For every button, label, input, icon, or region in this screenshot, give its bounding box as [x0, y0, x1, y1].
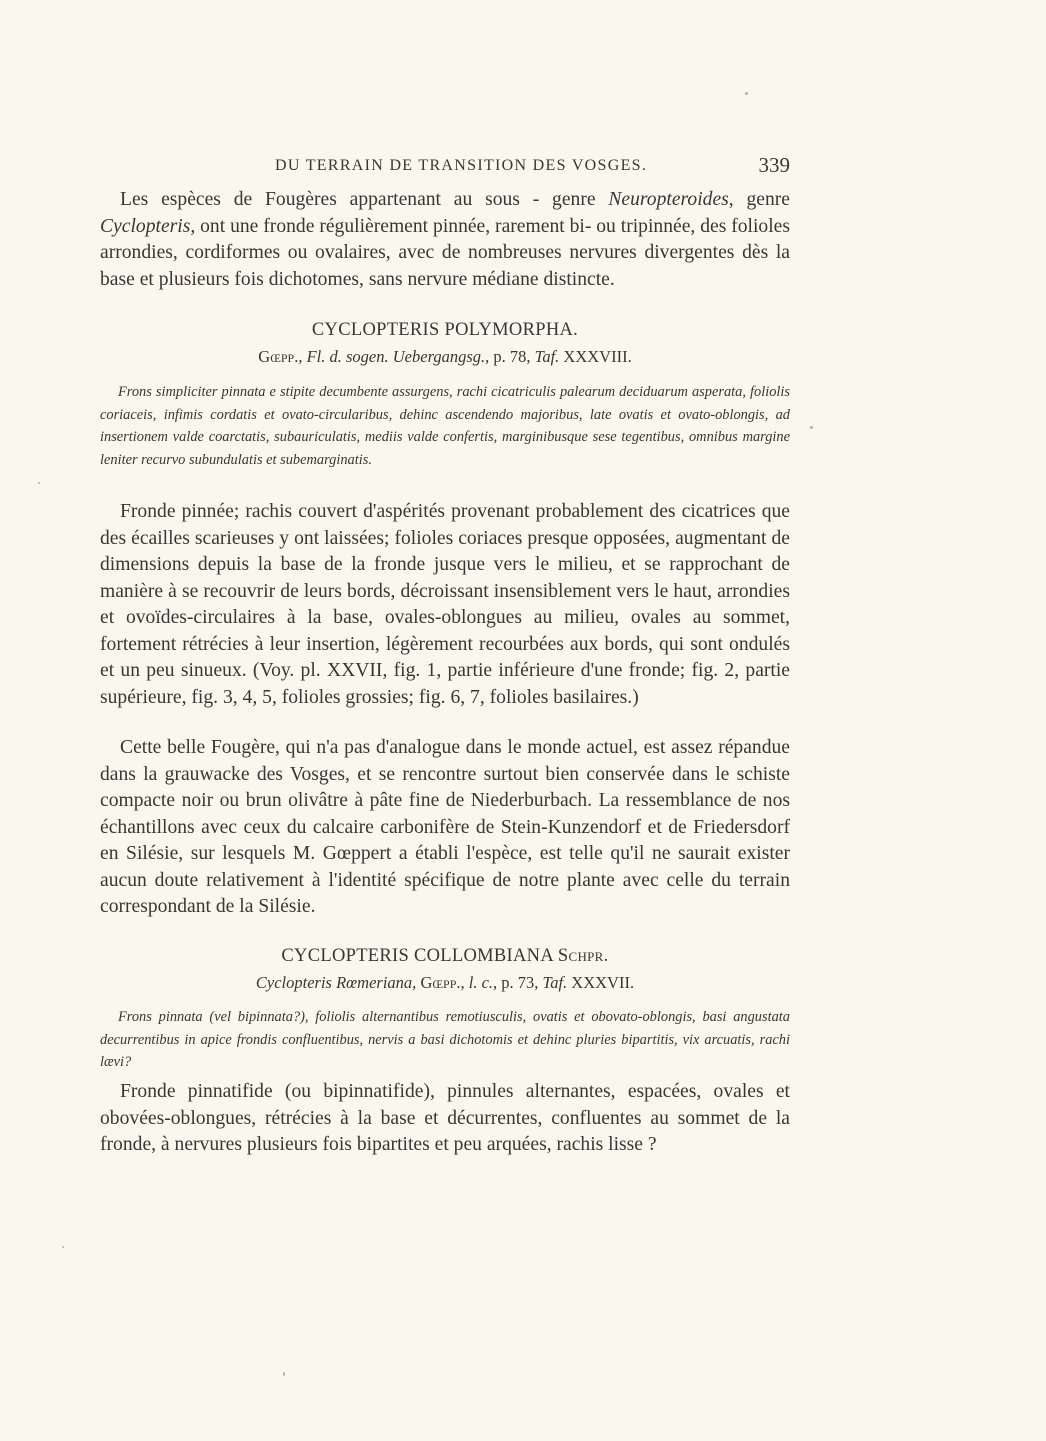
reference-taf: Taf.: [534, 347, 560, 366]
reference-taf: Taf.: [542, 973, 568, 992]
intro-paragraph: [100, 187, 790, 293]
reference-page: , p. 73,: [493, 973, 543, 992]
reference-author: Gœpp.: [416, 973, 461, 992]
running-title: DU TERRAIN DE TRANSITION DES VOSGES.: [275, 157, 648, 174]
genus-name: Cyclopteris,: [100, 215, 196, 237]
species-heading-polymorpha: CYCLOPTERIS POLYMORPHA.: [311, 320, 579, 340]
species-heading-collombiana: [100, 946, 790, 967]
species-name: CYCLOPTERIS COLLOMBIANA: [281, 946, 558, 966]
discussion-paragraph-polymorpha: Cette belle Fougère, qui n'a pas d'analogue dans le monde actuel, est assez répandue dans la grauwacke des Vosges, et se rencontre surtout bien conservée dans le schiste compacte noir ou brun olivâtre à pâte fine de Niederburbach. La ressemblance de nos échantillons avec ceux du calcaire carbonifère de Stein-Kunzendorf et de Friedersdorf en Silésie, sur lesquels M. Gœppert a établi l'espèce, est telle qu'il ne saurait exister aucun doute relativement à l'identité spécifique de notre plante avec celle du terrain correspondant de la Silésie.: [100, 737, 790, 917]
reference-plate: XXXVIII.: [559, 347, 632, 366]
reference-separator: ,: [460, 973, 469, 992]
reference-synonym: Cyclopteris Rœmeriana,: [255, 973, 417, 992]
intro-text-3: ont une fronde régulièrement pinnée, rarement bi- ou tripinnée, des folioles arrondies, cordiformes ou ovalaires, avec de nombreuses nervures divergentes dès la base et plusieurs fois dichotomes, sans nervure médiane distincte.: [100, 215, 790, 290]
species-reference-collombiana: [100, 973, 790, 993]
latin-diagnosis-collombiana: Frons pinnata (vel bipinnata?), foliolis alternantibus remotiusculis, ovatis et obovato-oblongis, basi angustata decurrentibus in apice frondis confluentibus, nervis a basi dichotomis et dehinc pluries bipartitis, vix arcuatis, rachi lævi?: [100, 1009, 790, 1070]
paper-speck: [38, 482, 40, 484]
reference-plate: XXXVII.: [567, 973, 635, 992]
reference-separator: ,: [298, 347, 307, 366]
paper-speck: [810, 426, 813, 429]
reference-location: l. c.: [468, 973, 494, 992]
paper-speck: [62, 1246, 64, 1248]
subgenus-name: Neuropteroides: [608, 189, 729, 210]
page-header: [100, 153, 790, 181]
latin-diagnosis-polymorpha: Frons simpliciter pinnata e stipite decumbente assurgens, rachi cicatriculis palearum deciduarum asperata, foliolis coriaceis, infimis cordatis et ovato-circularibus, dehinc ascendendo majoribus, late ovatis et ovato-oblongis, ad insertionem valde coarctatis, subauriculatis, mediis valde confertis, marginibusque sese tegentibus, omnibus margine leniter recurvo subundulatis et subemarginatis.: [100, 384, 790, 468]
reference-work: Fl. d. sogen. Uebergangsg.: [306, 347, 486, 366]
reference-page: , p. 78,: [485, 347, 535, 366]
paper-speck: [745, 92, 748, 95]
page-number: 339: [758, 153, 790, 177]
reference-author: Gœpp.: [258, 347, 299, 366]
species-reference-polymorpha: [100, 347, 790, 367]
species-author: Schpr.: [557, 946, 609, 966]
description-paragraph-collombiana: Fronde pinnatifide (ou bipinnatifide), pinnules alternantes, espacées, ovales et obovées-oblongues, rétrécies à la base et décurrentes, confluentes au sommet de la fronde, à nervures plusieurs fois bipartites et peu arquées, rachis lisse ?: [100, 1081, 790, 1155]
paper-speck: [283, 1372, 285, 1376]
intro-text-2: , genre: [728, 189, 790, 210]
description-paragraph-polymorpha: Fronde pinnée; rachis couvert d'aspérités provenant probablement des cicatrices que des écailles scarieuses y ont laissées; folioles coriaces presque opposées, augmentant de dimensions depuis la base de la fronde jusque vers le milieu, et se rapprochant de manière à se recouvrir de leurs bords, décroissant insensiblement vers le haut, arrondies et ovoïdes-circulaires à la base, ovales-oblongues au milieu, ovales au sommet, fortement rétrécies à leur insertion, légèrement recourbées aux bords, qui sont ondulés et un peu sinueux. (Voy. pl. XXVII, fig. 1, partie inférieure d'une fronde; fig. 2, partie supérieure, fig. 3, 4, 5, folioles grossies; fig. 6, 7, folioles basilaires.): [100, 501, 790, 708]
intro-text-1: Les espèces de Fougères appartenant au sous - genre: [120, 189, 609, 210]
